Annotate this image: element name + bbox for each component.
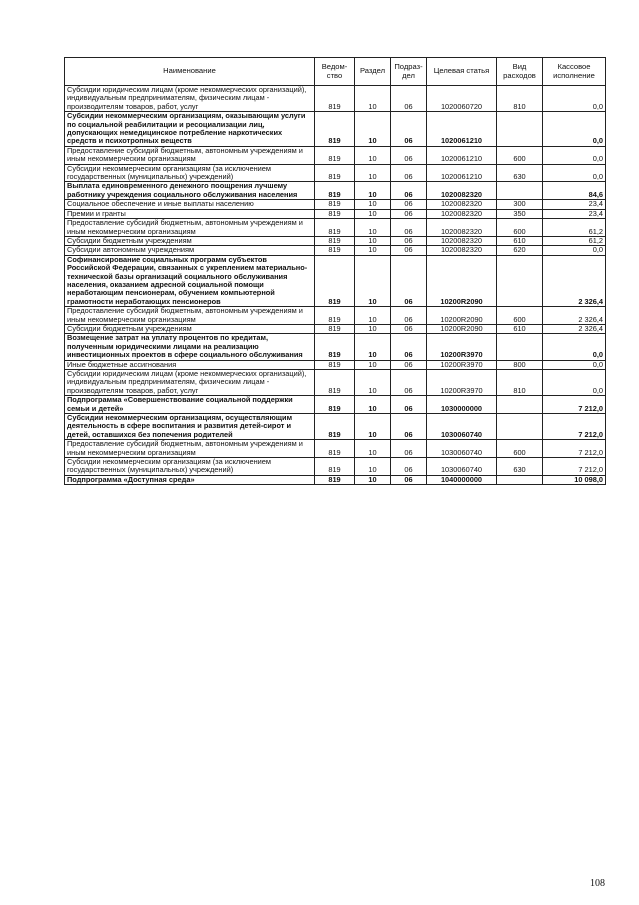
cell-kass: 84,6 [543,182,606,200]
cell-vid [497,255,543,306]
table-row [65,219,606,237]
cell-ved: 819 [315,396,355,414]
cell-kass: 0,0 [543,334,606,360]
header-cel: Целевая статья [427,58,497,86]
header-kass: Кассовое исполнение [543,58,606,86]
cell-ved: 819 [315,146,355,164]
cell-podrazdel: 06 [391,209,427,218]
table-header-row [65,58,606,86]
table-row [65,209,606,218]
cell-vid: 800 [497,360,543,369]
table-row [65,200,606,209]
cell-kass: 0,0 [543,360,606,369]
cell-name: Субсидии некоммерческим организациям (за исключением государственных (муниципальных) учреждений) [65,458,315,476]
cell-kass: 7 212,0 [543,414,606,440]
cell-kass: 0,0 [543,112,606,147]
cell-ved: 819 [315,182,355,200]
cell-vid: 600 [497,219,543,237]
cell-kass: 0,0 [543,246,606,255]
cell-name: Предоставление субсидий бюджетным, автономным учреждениям и иным некоммерческим организациям [65,307,315,325]
table-row [65,164,606,182]
cell-name: Субсидии некоммерческим организациям, осуществляющим деятельность в сфере воспитания и развития детей-сирот и детей, оставшихся без попечения родителей [65,414,315,440]
cell-cel: 1020061210 [427,146,497,164]
cell-podrazdel: 06 [391,182,427,200]
cell-razdel: 10 [355,86,391,112]
cell-cel: 1020061210 [427,112,497,147]
cell-name: Субсидии бюджетным учреждениям [65,236,315,245]
cell-podrazdel: 06 [391,396,427,414]
cell-kass: 61,2 [543,219,606,237]
cell-ved: 819 [315,236,355,245]
page-number: 108 [590,878,605,889]
cell-cel: 10200R2090 [427,255,497,306]
cell-vid: 300 [497,200,543,209]
cell-ved: 819 [315,360,355,369]
cell-razdel: 10 [355,200,391,209]
cell-razdel: 10 [355,307,391,325]
cell-name: Софинансирование социальных программ субъектов Российской Федерации, связанных с укреплением материально-технической базы организаций социального обслуживания населения, оказанием адресной социальной помощи неработающим пенсионерам, обучением компьютерной грамотности неработающих пенсионеров [65,255,315,306]
header-ved: Ведом-ство [315,58,355,86]
cell-ved: 819 [315,112,355,147]
cell-cel: 10200R3970 [427,334,497,360]
cell-vid: 630 [497,164,543,182]
cell-ved: 819 [315,440,355,458]
cell-name: Возмещение затрат на уплату процентов по кредитам, полученным юридическими лицами на реализацию инвестиционных проектов в сфере социального обслуживания [65,334,315,360]
cell-vid: 610 [497,236,543,245]
cell-vid: 600 [497,146,543,164]
cell-name: Субсидии юридическим лицам (кроме некоммерческих организаций), индивидуальным предпринимателям, физическим лицам - производителям товаров, работ, услуг [65,86,315,112]
cell-kass: 7 212,0 [543,440,606,458]
cell-kass: 2 326,4 [543,307,606,325]
cell-ved: 819 [315,246,355,255]
cell-podrazdel: 06 [391,146,427,164]
cell-vid: 600 [497,440,543,458]
cell-podrazdel: 06 [391,112,427,147]
cell-kass: 10 098,0 [543,475,606,484]
cell-ved: 819 [315,370,355,396]
cell-cel: 10200R3970 [427,360,497,369]
cell-name: Субсидии некоммерческим организациям (за исключением государственных (муниципальных) учреждений) [65,164,315,182]
cell-ved: 819 [315,324,355,333]
table-row [65,440,606,458]
cell-podrazdel: 06 [391,458,427,476]
cell-vid: 810 [497,86,543,112]
cell-ved: 819 [315,164,355,182]
cell-name: Социальное обеспечение и иные выплаты населению [65,200,315,209]
cell-podrazdel: 06 [391,414,427,440]
cell-kass: 0,0 [543,370,606,396]
cell-razdel: 10 [355,146,391,164]
table-row [65,475,606,484]
cell-podrazdel: 06 [391,475,427,484]
cell-podrazdel: 06 [391,255,427,306]
cell-vid: 810 [497,370,543,396]
cell-ved: 819 [315,86,355,112]
cell-name: Предоставление субсидий бюджетным, автономным учреждениям и иным некоммерческим организациям [65,440,315,458]
cell-name: Подпрограмма «Совершенствование социальной поддержки семьи и детей» [65,396,315,414]
header-razdel: Раздел [355,58,391,86]
cell-vid [497,475,543,484]
cell-razdel: 10 [355,458,391,476]
cell-name: Субсидии некоммерческим организациям, оказывающим услуги по социальной реабилитации и ресоциализации лиц, допускающих немедицинское потребление наркотических средств и психотропных веществ [65,112,315,147]
cell-razdel: 10 [355,324,391,333]
header-podrazdel: Подраз-дел [391,58,427,86]
cell-podrazdel: 06 [391,370,427,396]
cell-name: Предоставление субсидий бюджетным, автономным учреждениям и иным некоммерческим организациям [65,219,315,237]
table-row [65,414,606,440]
cell-cel: 1020061210 [427,164,497,182]
table-row [65,370,606,396]
cell-kass: 23,4 [543,209,606,218]
cell-ved: 819 [315,414,355,440]
cell-podrazdel: 06 [391,200,427,209]
cell-name: Субсидии автономным учреждениям [65,246,315,255]
cell-name: Предоставление субсидий бюджетным, автономным учреждениям и иным некоммерческим организациям [65,146,315,164]
table-row [65,236,606,245]
header-name: Наименование [65,58,315,86]
cell-razdel: 10 [355,475,391,484]
cell-podrazdel: 06 [391,334,427,360]
cell-name: Субсидии юридическим лицам (кроме некоммерческих организаций), индивидуальным предпринимателям, физическим лицам - производителям товаров, работ, услуг [65,370,315,396]
cell-vid [497,414,543,440]
cell-razdel: 10 [355,164,391,182]
cell-kass: 0,0 [543,86,606,112]
cell-razdel: 10 [355,182,391,200]
cell-cel: 1030060740 [427,440,497,458]
cell-cel: 1030060740 [427,414,497,440]
cell-name: Субсидии бюджетным учреждениям [65,324,315,333]
cell-ved: 819 [315,307,355,325]
cell-kass: 2 326,4 [543,255,606,306]
cell-cel: 10200R3970 [427,370,497,396]
cell-razdel: 10 [355,396,391,414]
cell-cel: 1030060740 [427,458,497,476]
cell-podrazdel: 06 [391,164,427,182]
cell-razdel: 10 [355,219,391,237]
cell-cel: 1020082320 [427,236,497,245]
table-row [65,334,606,360]
cell-cel: 1020082320 [427,209,497,218]
cell-kass: 7 212,0 [543,458,606,476]
cell-razdel: 10 [355,414,391,440]
cell-razdel: 10 [355,112,391,147]
cell-name: Иные бюджетные ассигнования [65,360,315,369]
table-row [65,396,606,414]
cell-cel: 1020082320 [427,246,497,255]
table-row [65,255,606,306]
table-row [65,86,606,112]
cell-vid: 350 [497,209,543,218]
cell-cel: 10200R2090 [427,307,497,325]
table-row [65,324,606,333]
cell-razdel: 10 [355,370,391,396]
cell-cel: 1040000000 [427,475,497,484]
cell-kass: 0,0 [543,146,606,164]
cell-cel: 1030000000 [427,396,497,414]
cell-cel: 1020082320 [427,219,497,237]
cell-podrazdel: 06 [391,236,427,245]
cell-podrazdel: 06 [391,246,427,255]
cell-razdel: 10 [355,334,391,360]
cell-vid [497,112,543,147]
cell-cel: 1020082320 [427,182,497,200]
cell-razdel: 10 [355,440,391,458]
cell-vid [497,334,543,360]
cell-razdel: 10 [355,255,391,306]
cell-ved: 819 [315,458,355,476]
cell-podrazdel: 06 [391,86,427,112]
cell-ved: 819 [315,255,355,306]
cell-cel: 10200R2090 [427,324,497,333]
cell-name: Выплата единовременного денежного поощрения лучшему работнику учреждения социального обслуживания населения [65,182,315,200]
cell-vid [497,396,543,414]
table-row [65,112,606,147]
cell-kass: 61,2 [543,236,606,245]
cell-vid: 630 [497,458,543,476]
table-row [65,360,606,369]
cell-name: Подпрограмма «Доступная среда» [65,475,315,484]
cell-razdel: 10 [355,236,391,245]
cell-name: Премии и гранты [65,209,315,218]
cell-kass: 7 212,0 [543,396,606,414]
cell-ved: 819 [315,219,355,237]
cell-cel: 1020082320 [427,200,497,209]
cell-podrazdel: 06 [391,219,427,237]
cell-podrazdel: 06 [391,440,427,458]
table-row [65,307,606,325]
cell-kass: 23,4 [543,200,606,209]
cell-ved: 819 [315,334,355,360]
cell-ved: 819 [315,209,355,218]
table-row [65,246,606,255]
cell-vid [497,182,543,200]
cell-podrazdel: 06 [391,360,427,369]
cell-razdel: 10 [355,360,391,369]
cell-cel: 1020060720 [427,86,497,112]
cell-kass: 0,0 [543,164,606,182]
cell-podrazdel: 06 [391,307,427,325]
table-row [65,182,606,200]
cell-kass: 2 326,4 [543,324,606,333]
cell-vid: 610 [497,324,543,333]
cell-ved: 819 [315,475,355,484]
cell-vid: 600 [497,307,543,325]
cell-podrazdel: 06 [391,324,427,333]
table-body [65,86,606,485]
cell-vid: 620 [497,246,543,255]
table-row [65,458,606,476]
cell-ved: 819 [315,200,355,209]
table-row [65,146,606,164]
header-vid: Вид расходов [497,58,543,86]
cell-razdel: 10 [355,246,391,255]
cell-razdel: 10 [355,209,391,218]
budget-table [64,57,606,485]
